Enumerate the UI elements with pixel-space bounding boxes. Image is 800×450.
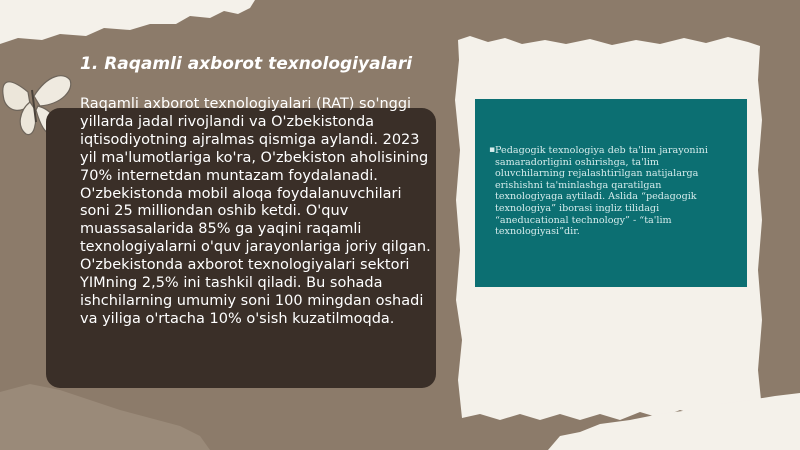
torn-paper-top-left: [0, 0, 255, 44]
paper-edge-bottom-left: [0, 384, 210, 450]
definition-text: [485, 145, 730, 238]
bullet-icon: ▪: [489, 145, 496, 155]
definition-text-content: Pedagogik texnologiya deb ta'lim jarayonini samaradorligini oshirishga, ta'lim oluvchilarning rejalashtirilgan natijalarga erishishni ta'minlashga qaratilgan texnologiyaga aytiladi. Aslida “pedagogik texnologiya” iborasi ingliz tilidagi “aneducational technology” - “ta'lim texnologiyasi”dir.: [495, 145, 708, 238]
body-paragraph: Raqamli axborot texnologiyalari (RAT) so'nggi yillarda jadal rivojlandi va O'zbekistonda iqtisodiyotning ajralmas qismiga aylandi. 2023 yil ma'lumotlariga ko'ra, O'zbekiston aholisining 70% internetdan muntazam foydalanadi. O'zbekistonda mobil aloqa foydalanuvchilari soni 25 milliondan oshib ketdi. O'quv muassasalarida 85% ga yaqini raqamli texnologiyalarni o'quv jarayonlariga joriy qilgan. O'zbekistonda axborot texnologiyalari sektori YIMning 2,5% ini tashkil qiladi. Bu sohada ishchilarning umumiy soni 100 mingdan oshadi va yiliga o'rtacha 10% o'sish kuzatilmoqda.: [80, 96, 431, 327]
slide-title: 1. Raqamli axborot texnologiyalari: [80, 54, 413, 74]
